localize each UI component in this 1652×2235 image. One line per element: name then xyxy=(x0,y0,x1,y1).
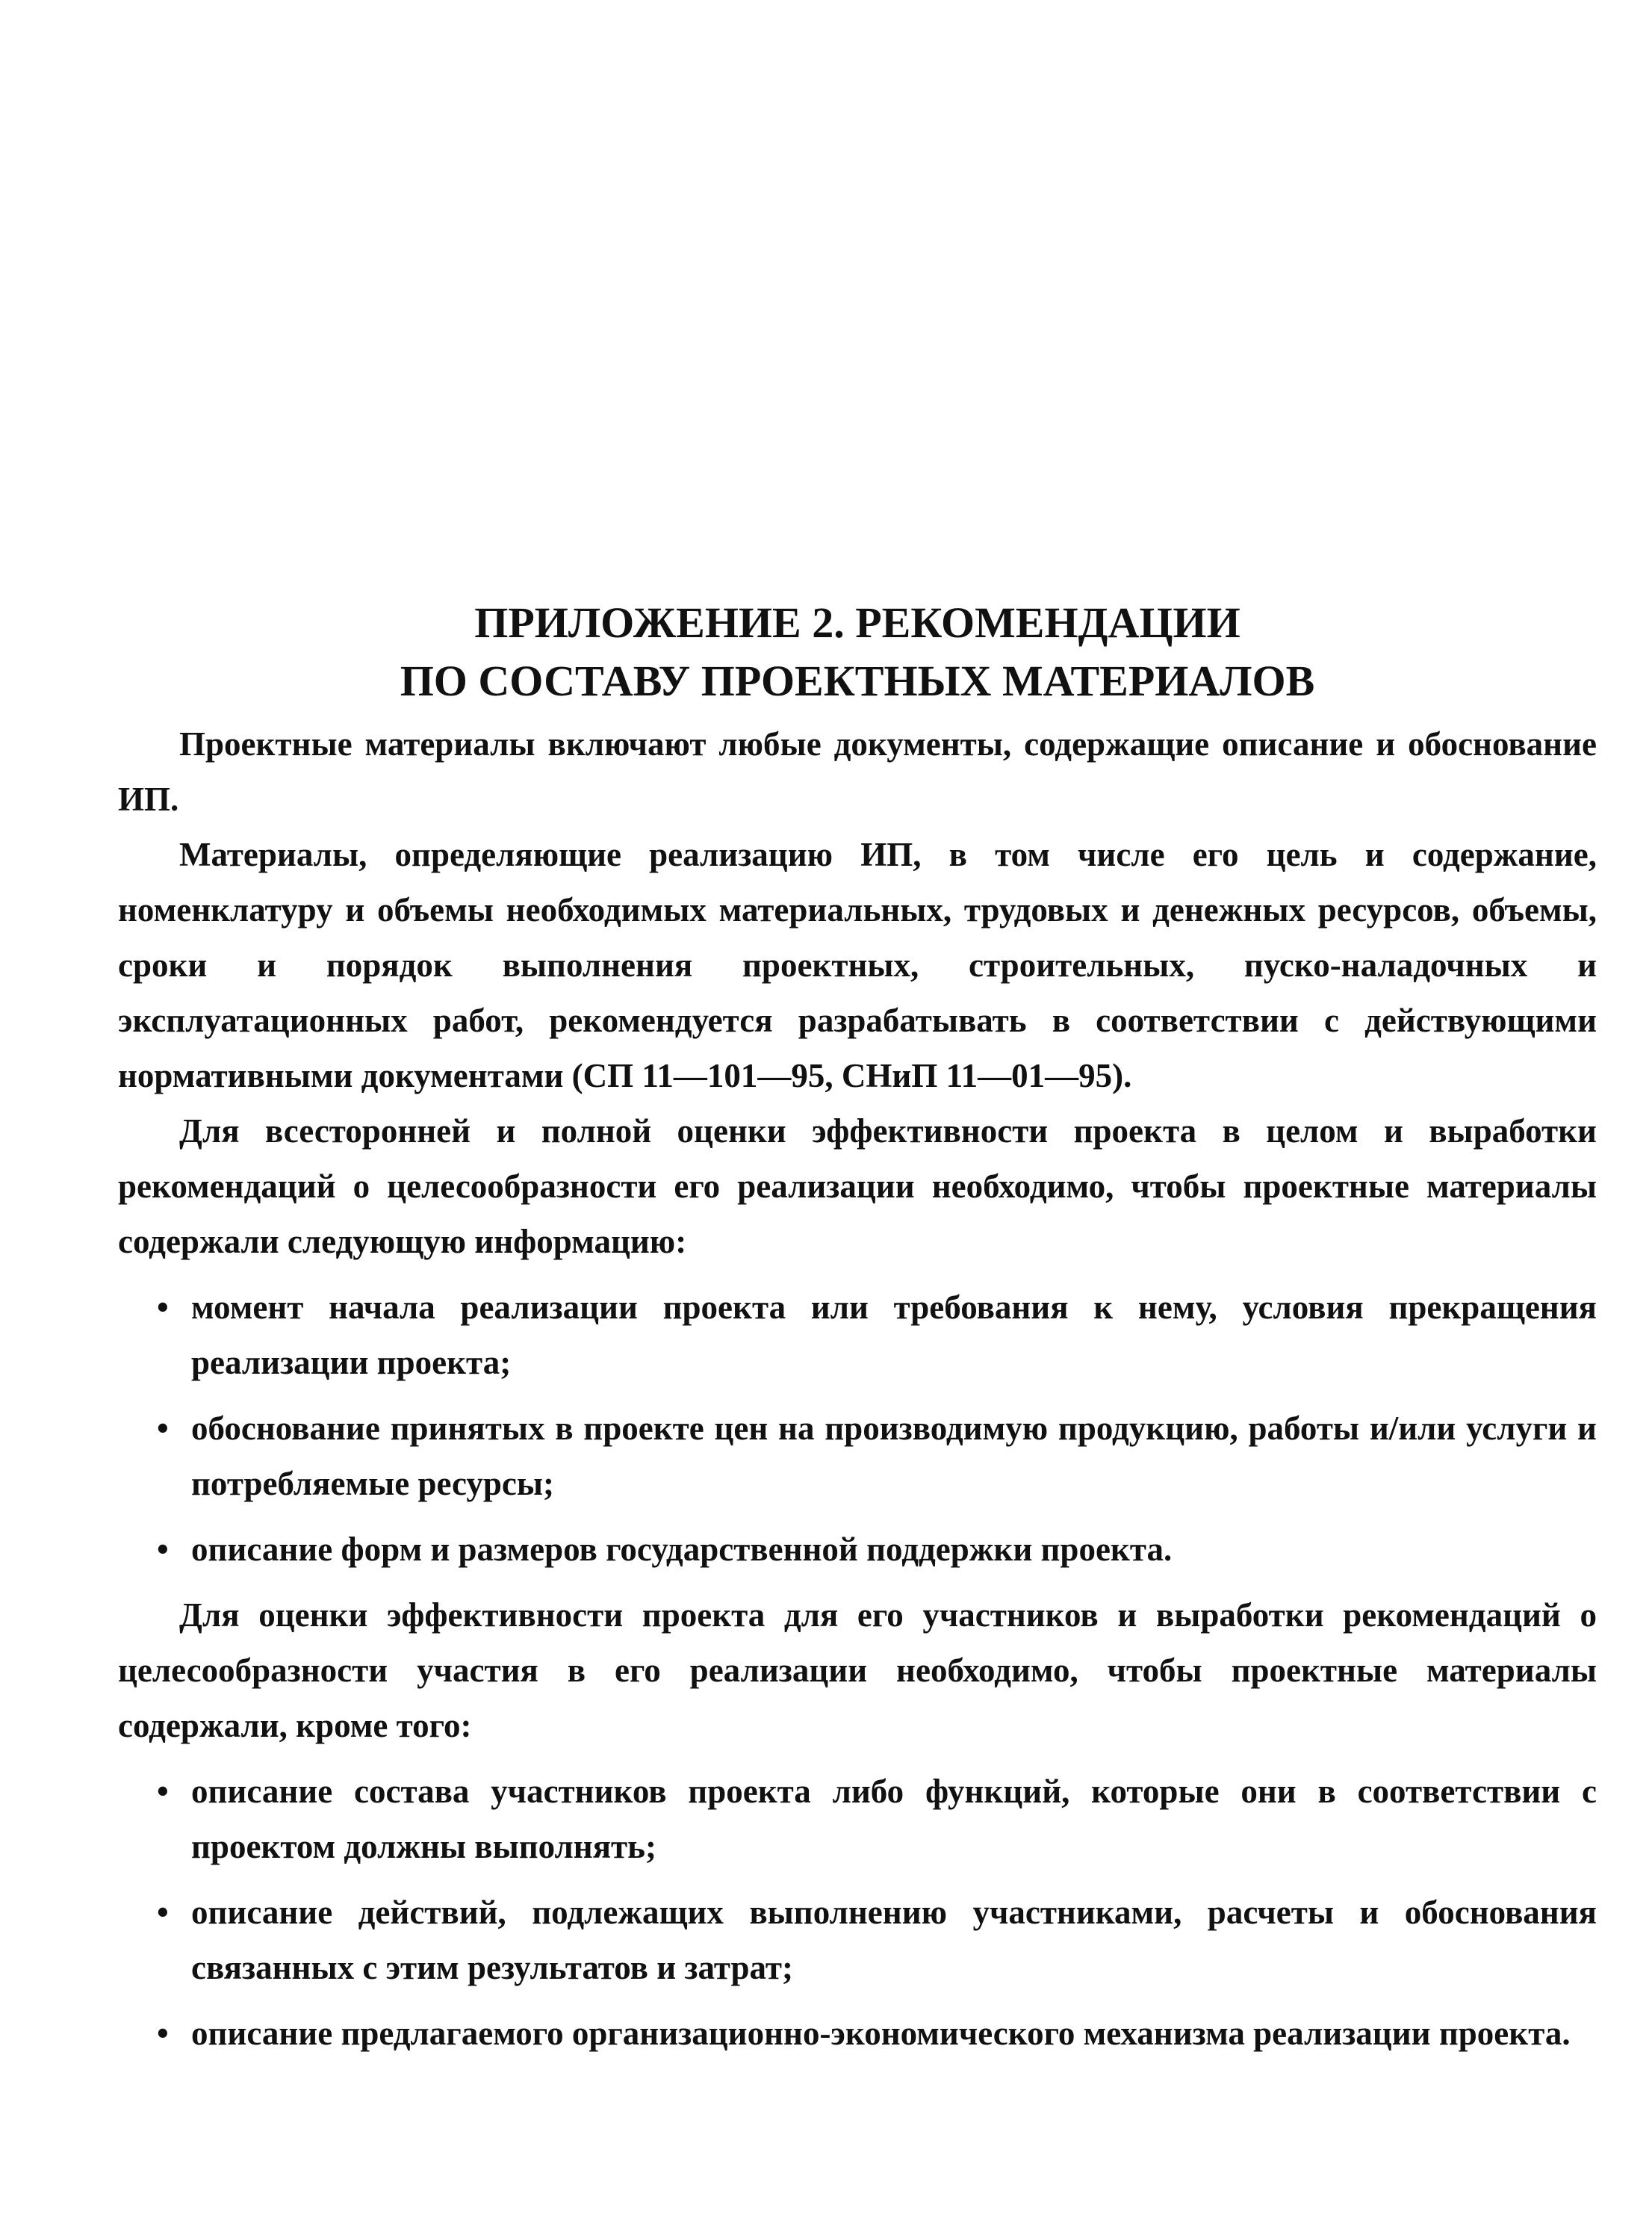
bullet-icon: • xyxy=(157,1410,169,1447)
list-item-text: описание состава участников проекта либо функций, которые они в соответствии с проектом должны выполнять; xyxy=(191,1773,1597,1865)
page-title xyxy=(118,594,1597,710)
bullet-icon: • xyxy=(157,1289,169,1326)
list-item xyxy=(157,1522,1597,1577)
list-item-text: обоснование принятых в проекте цен на производимую продукцию, работы и/или услуги и потребляемые ресурсы; xyxy=(191,1410,1597,1502)
paragraph-intro: Проектные материалы включают любые документы, содержащие описание и обоснование ИП. xyxy=(118,725,1597,818)
title-line-2: ПО СОСТАВУ ПРОЕКТНЫХ МАТЕРИАЛОВ xyxy=(400,657,1315,705)
bullet-icon: • xyxy=(157,1531,169,1568)
list-item-text: момент начала реализации проекта или требования к нему, условия прекращения реализации проекта; xyxy=(191,1289,1597,1381)
list-item xyxy=(157,2006,1597,2061)
list-item xyxy=(157,1280,1597,1390)
bullet-icon: • xyxy=(157,2015,169,2052)
paragraph-overall-evaluation: Для всесторонней и полной оценки эффективности проекта в целом и выработки рекомендаций о целесообразности его реализации необходимо, чтобы проектные материалы содержали следующую информацию: xyxy=(118,1112,1597,1260)
list-item xyxy=(157,1401,1597,1511)
bullet-icon: • xyxy=(157,1773,169,1810)
info-list-participants xyxy=(118,1764,1597,2061)
list-item-text: описание предлагаемого организационно-экономического механизма реализации проекта. xyxy=(191,2015,1571,2052)
list-item-text: описание форм и размеров государственной поддержки проекта. xyxy=(191,1531,1173,1568)
info-list-project xyxy=(118,1280,1597,1577)
list-item xyxy=(157,1885,1597,1995)
title-line-1: ПРИЛОЖЕНИЕ 2. РЕКОМЕНДАЦИИ xyxy=(474,598,1240,647)
bullet-icon: • xyxy=(157,1894,169,1931)
document-page xyxy=(118,594,1597,2071)
paragraph-materials: Материалы, определяющие реализацию ИП, в том числе его цель и содержание, номенклатуру и объемы необходимых материальных, трудовых и денежных ресурсов, объемы, сроки и порядок выполнения проектных, строительных, пуско-наладочных и эксплуатационных работ, рекомендуется разрабатывать в соответствии с действующими нормативными документами (СП 11—101—95, СНиП 11—01—95). xyxy=(118,836,1597,1094)
paragraph-participants-evaluation: Для оценки эффективности проекта для его участников и выработки рекомендаций о целесообразности участия в его реализации необходимо, чтобы проектные материалы содержали, кроме того: xyxy=(118,1596,1597,1744)
list-item-text: описание действий, подлежащих выполнению участниками, расчеты и обоснования связанных с этим результатов и затрат; xyxy=(191,1894,1597,1986)
list-item xyxy=(157,1764,1597,1874)
